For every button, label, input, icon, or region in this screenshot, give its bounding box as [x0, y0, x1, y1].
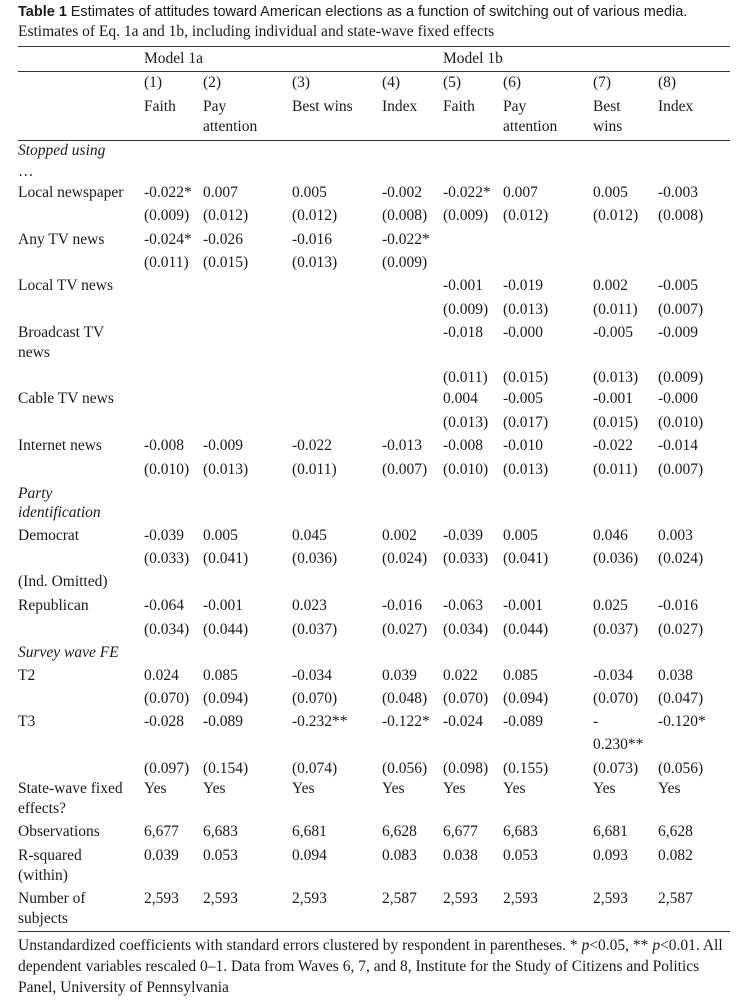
coef-value: -0.064 — [144, 597, 185, 614]
coef-value: -0.022 — [593, 437, 634, 454]
coef-value: -0.005 — [593, 324, 634, 341]
coef-value: 0.005 — [203, 527, 238, 544]
coef-value: -0.120* — [658, 713, 706, 730]
stat-label: State-wave fixed — [18, 780, 123, 797]
std-error: (0.008) — [658, 207, 704, 224]
std-error: (0.009) — [443, 301, 489, 318]
column-number: (5) — [443, 74, 462, 91]
coef-value: 0.039 — [382, 667, 417, 684]
coef-value: -0.009 — [658, 324, 699, 341]
std-error: (0.012) — [593, 207, 639, 224]
column-label: Faith — [443, 98, 475, 115]
coef-value: 0.046 — [593, 527, 628, 544]
coef-value: - — [593, 713, 599, 730]
std-error: (0.041) — [203, 550, 249, 567]
table-label: Table 1 — [18, 4, 67, 20]
stat-value: Yes — [292, 780, 315, 797]
stat-value: 6,681 — [593, 823, 628, 840]
stat-label: Observations — [18, 823, 100, 840]
column-number: (1) — [144, 74, 163, 91]
std-error: (0.013) — [503, 301, 549, 318]
top-rule — [18, 46, 730, 47]
coef-value: 0.025 — [593, 597, 628, 614]
stat-value: 0.038 — [443, 847, 478, 864]
coef-value: 0.005 — [593, 184, 628, 201]
stat-value: Yes — [593, 780, 616, 797]
std-error: (0.012) — [503, 207, 549, 224]
row-label: Local TV news — [18, 277, 113, 294]
coef-value: -0.018 — [443, 324, 484, 341]
std-error: (0.007) — [658, 301, 704, 318]
coef-value: 0.024 — [144, 667, 179, 684]
stat-value: Yes — [658, 780, 681, 797]
stat-label: (within) — [18, 867, 68, 884]
stat-label: Number of — [18, 890, 86, 907]
bottom-rule — [18, 931, 730, 932]
std-error: (0.009) — [144, 207, 190, 224]
coef-value: -0.063 — [443, 597, 484, 614]
stat-value: 0.082 — [658, 847, 693, 864]
row-label: Democrat — [18, 527, 80, 544]
coef-value: -0.013 — [382, 437, 423, 454]
std-error: (0.010) — [144, 461, 190, 478]
coef-value: -0.034 — [292, 667, 333, 684]
stat-value: 0.093 — [593, 847, 628, 864]
std-error: (0.010) — [443, 461, 489, 478]
coef-value: -0.008 — [443, 437, 484, 454]
coef-value: -0.000 — [658, 390, 699, 407]
column-label: Pay — [503, 98, 527, 115]
coef-value: -0.232** — [292, 713, 348, 730]
std-error: (0.012) — [203, 207, 249, 224]
std-error: (0.034) — [443, 621, 489, 638]
coef-value: -0.000 — [503, 324, 544, 341]
coef-value: -0.039 — [144, 527, 185, 544]
row-label: Any TV news — [18, 231, 105, 248]
std-error: (0.097) — [144, 760, 190, 777]
std-error: (0.027) — [382, 621, 428, 638]
header-rule — [18, 140, 730, 141]
std-error: (0.070) — [593, 690, 639, 707]
std-error: (0.024) — [382, 550, 428, 567]
std-error: (0.037) — [593, 621, 639, 638]
column-label: Index — [382, 98, 418, 115]
coef-value: 0.007 — [503, 184, 538, 201]
row-label: Republican — [18, 597, 89, 614]
model-1a-header: Model 1a — [144, 50, 203, 67]
stat-label: R-squared — [18, 847, 82, 864]
std-error: (0.037) — [292, 621, 338, 638]
coef-value: -0.003 — [658, 184, 699, 201]
std-error: (0.033) — [144, 550, 190, 567]
coef-value: 0.023 — [292, 597, 327, 614]
stat-value: 0.053 — [203, 847, 238, 864]
coef-value: 0.045 — [292, 527, 327, 544]
stat-value: 0.039 — [144, 847, 179, 864]
stat-value: 6,681 — [292, 823, 327, 840]
footnote-text-1: Unstandardized coefficients with standard errors clustered by respondent in parentheses. * — [18, 937, 582, 954]
std-error: (0.009) — [443, 207, 489, 224]
row-label: news — [18, 344, 50, 361]
stat-value: 6,683 — [503, 823, 538, 840]
stat-value: 2,593 — [443, 890, 478, 907]
row-label: Internet news — [18, 437, 102, 454]
coef-value: 0.230** — [593, 736, 644, 753]
std-error: (0.098) — [443, 760, 489, 777]
std-error: (0.011) — [593, 461, 638, 478]
std-error: (0.070) — [443, 690, 489, 707]
stat-value: 2,593 — [503, 890, 538, 907]
std-error: (0.155) — [503, 760, 549, 777]
section-heading: identification — [18, 504, 101, 521]
std-error: (0.056) — [382, 760, 428, 777]
coef-value: -0.009 — [203, 437, 244, 454]
std-error: (0.007) — [658, 461, 704, 478]
std-error: (0.013) — [443, 414, 489, 431]
section-heading: Survey wave FE — [18, 644, 119, 661]
stat-value: 2,587 — [382, 890, 417, 907]
column-label: Best — [593, 98, 621, 115]
std-error: (0.024) — [658, 550, 704, 567]
coef-value: 0.004 — [443, 390, 478, 407]
stat-value: 6,677 — [144, 823, 179, 840]
std-error: (0.036) — [593, 550, 639, 567]
column-number: (4) — [382, 74, 401, 91]
table-subtitle: Estimates of Eq. 1a and 1b, including individual and state-wave fixed effects — [18, 23, 495, 40]
coef-value: -0.022 — [292, 437, 333, 454]
coef-value: -0.014 — [658, 437, 699, 454]
std-error: (0.056) — [658, 760, 704, 777]
model-rule — [18, 71, 730, 72]
stat-value: 6,683 — [203, 823, 238, 840]
stat-value: Yes — [503, 780, 526, 797]
row-label: Local newspaper — [18, 184, 124, 201]
std-error: (0.009) — [658, 369, 704, 386]
coef-value: -0.039 — [443, 527, 484, 544]
column-number: (3) — [292, 74, 311, 91]
column-label: attention — [203, 118, 258, 135]
std-error: (0.011) — [443, 369, 488, 386]
std-error: (0.094) — [503, 690, 549, 707]
stat-value: 6,628 — [382, 823, 417, 840]
stat-value: 6,628 — [658, 823, 693, 840]
footnote-text-2: <0.05, ** — [589, 937, 653, 954]
stat-value: Yes — [144, 780, 167, 797]
stat-label: subjects — [18, 910, 68, 927]
coef-value: -0.005 — [503, 390, 544, 407]
table-caption — [18, 2, 687, 22]
std-error: (0.012) — [292, 207, 338, 224]
std-error: (0.011) — [144, 254, 189, 271]
coef-value: -0.022* — [382, 231, 430, 248]
std-error: (0.013) — [503, 461, 549, 478]
std-error: (0.154) — [203, 760, 249, 777]
coef-value: -0.001 — [503, 597, 544, 614]
coef-value: 0.002 — [382, 527, 417, 544]
std-error: (0.044) — [503, 621, 549, 638]
section-heading-ellipsis: … — [18, 163, 34, 180]
coef-value: -0.019 — [503, 277, 544, 294]
std-error: (0.034) — [144, 621, 190, 638]
coef-value: 0.003 — [658, 527, 693, 544]
coef-value: 0.038 — [658, 667, 693, 684]
std-error: (0.015) — [203, 254, 249, 271]
stat-value: 2,593 — [203, 890, 238, 907]
row-label: Cable TV news — [18, 390, 114, 407]
row-label: T3 — [18, 713, 36, 730]
std-error: (0.015) — [593, 414, 639, 431]
stat-value: 6,677 — [443, 823, 478, 840]
stat-value: Yes — [443, 780, 466, 797]
std-error: (0.070) — [292, 690, 338, 707]
std-error: (0.041) — [503, 550, 549, 567]
column-number: (6) — [503, 74, 522, 91]
column-number: (7) — [593, 74, 612, 91]
footnote-p-2: p — [652, 937, 661, 954]
column-label: Pay — [203, 98, 227, 115]
stat-value: 2,587 — [658, 890, 693, 907]
stat-value: 2,593 — [593, 890, 628, 907]
std-error: (0.013) — [593, 369, 639, 386]
coef-value: -0.016 — [658, 597, 699, 614]
stat-value: 0.083 — [382, 847, 417, 864]
std-error: (0.094) — [203, 690, 249, 707]
coef-value: -0.016 — [382, 597, 423, 614]
stat-value: Yes — [203, 780, 226, 797]
std-error: (0.073) — [593, 760, 639, 777]
footnote-text-3: <0.01. All dependent variables rescaled 0–1. Data from Waves 6, 7, and 8, Institute for the Study of Citizens and Politics Panel, University of Pennsylvania — [18, 937, 723, 996]
coef-value: -0.002 — [382, 184, 423, 201]
row-label: Broadcast TV — [18, 324, 105, 341]
coef-value: -0.010 — [503, 437, 544, 454]
std-error: (0.008) — [382, 207, 428, 224]
std-error: (0.007) — [382, 461, 428, 478]
std-error: (0.015) — [503, 369, 549, 386]
coef-value: 0.085 — [503, 667, 538, 684]
coef-value: -0.016 — [292, 231, 333, 248]
column-number: (2) — [203, 74, 222, 91]
std-error: (0.010) — [658, 414, 704, 431]
coef-value: -0.122* — [382, 713, 430, 730]
std-error: (0.017) — [503, 414, 549, 431]
stat-value: 2,593 — [144, 890, 179, 907]
column-label: Best wins — [292, 98, 353, 115]
section-heading: Party — [18, 485, 53, 502]
std-error: (0.013) — [203, 461, 249, 478]
stat-label: effects? — [18, 800, 66, 817]
column-label: Faith — [144, 98, 176, 115]
std-error: (0.011) — [593, 301, 638, 318]
std-error: (0.048) — [382, 690, 428, 707]
coef-value: -0.089 — [203, 713, 244, 730]
coef-value: -0.024* — [144, 231, 192, 248]
table-footnote — [18, 935, 730, 998]
std-error: (0.044) — [203, 621, 249, 638]
std-error: (0.070) — [144, 690, 190, 707]
coef-value: -0.001 — [593, 390, 634, 407]
coef-value: 0.005 — [292, 184, 327, 201]
stat-value: 0.053 — [503, 847, 538, 864]
model-1b-header: Model 1b — [443, 50, 503, 67]
coef-value: -0.022* — [144, 184, 192, 201]
column-number: (8) — [658, 74, 677, 91]
stat-value: 2,593 — [292, 890, 327, 907]
footnote-p-1: p — [581, 937, 590, 954]
column-label: Index — [658, 98, 694, 115]
std-error: (0.009) — [382, 254, 428, 271]
coef-value: 0.005 — [503, 527, 538, 544]
coef-value: -0.024 — [443, 713, 484, 730]
section-heading: Stopped using — [18, 142, 106, 159]
column-label: wins — [593, 118, 623, 135]
std-error: (0.036) — [292, 550, 338, 567]
std-error: (0.011) — [292, 461, 337, 478]
coef-value: -0.028 — [144, 713, 185, 730]
coef-value: 0.002 — [593, 277, 628, 294]
column-label: attention — [503, 118, 558, 135]
std-error: (0.013) — [292, 254, 338, 271]
stat-value: Yes — [382, 780, 405, 797]
std-error: (0.074) — [292, 760, 338, 777]
coef-value: -0.005 — [658, 277, 699, 294]
stat-value: 0.094 — [292, 847, 327, 864]
coef-value: -0.034 — [593, 667, 634, 684]
row-label: (Ind. Omitted) — [18, 573, 108, 590]
row-label: T2 — [18, 667, 36, 684]
std-error: (0.027) — [658, 621, 704, 638]
coef-value: 0.085 — [203, 667, 238, 684]
coef-value: 0.022 — [443, 667, 478, 684]
coef-value: -0.008 — [144, 437, 185, 454]
std-error: (0.033) — [443, 550, 489, 567]
table-title: Estimates of attitudes toward American elections as a function of switching out of various media. — [70, 4, 688, 20]
coef-value: -0.022* — [443, 184, 491, 201]
coef-value: -0.026 — [203, 231, 244, 248]
std-error: (0.047) — [658, 690, 704, 707]
coef-value: 0.007 — [203, 184, 238, 201]
coef-value: -0.001 — [203, 597, 244, 614]
coef-value: -0.089 — [503, 713, 544, 730]
coef-value: -0.001 — [443, 277, 484, 294]
